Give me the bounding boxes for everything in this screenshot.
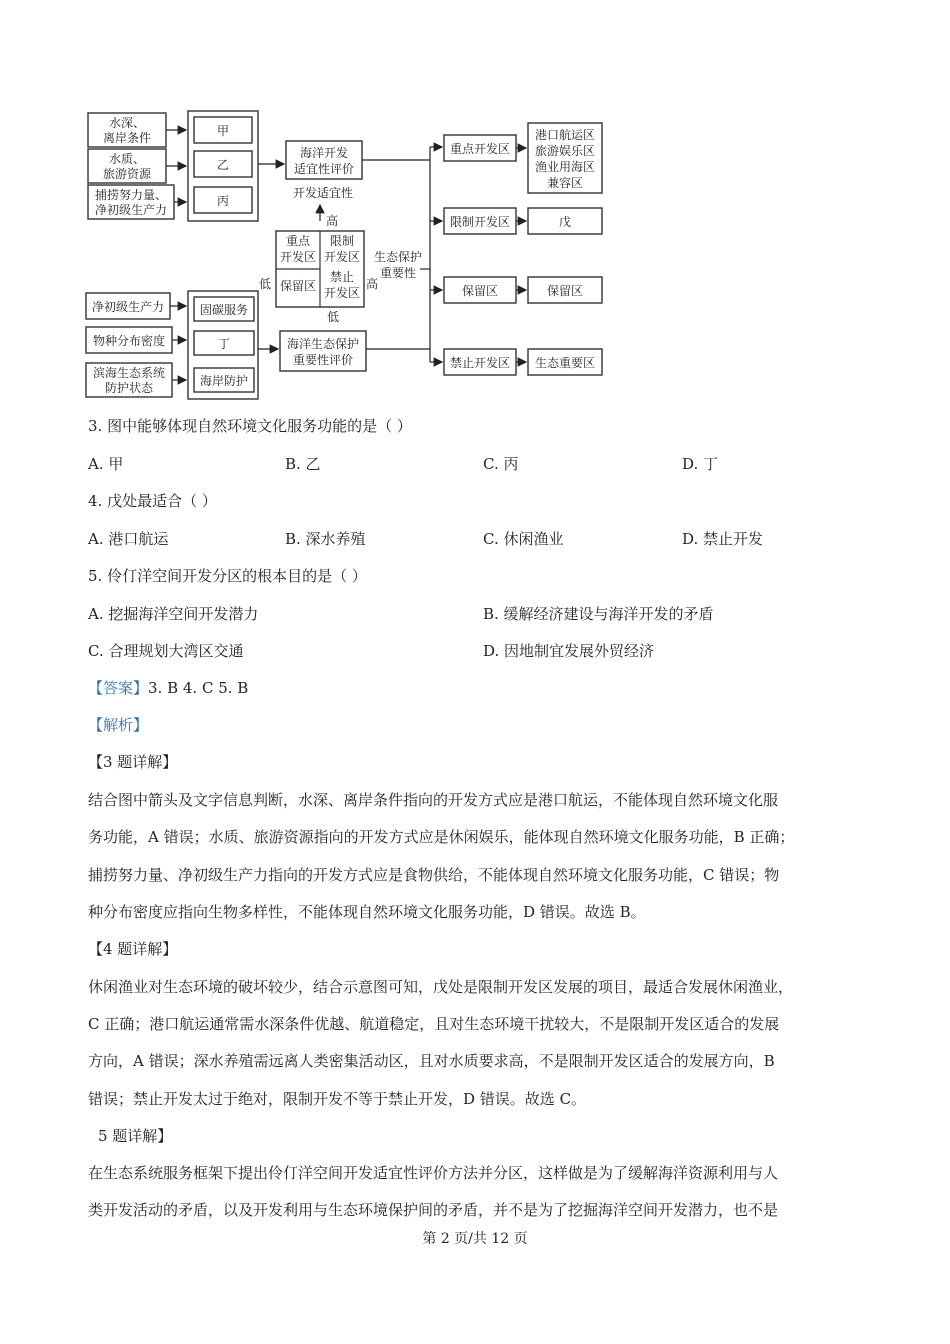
q3-detail-line1: 结合图中箭头及文字信息判断，水深、离岸条件指向的开发方式应是港口航运，不能体现自然环境文化服 [88, 791, 779, 809]
axis-dev-suitability: 开发适宜性 [292, 186, 354, 200]
q4-detail-line4: 错误；禁止开发太过于绝对，限制开发不等于禁止开发，D 错误。故选 C。 [88, 1090, 587, 1108]
label-high-right: 高 [365, 277, 379, 291]
q3-detail-line4: 种分布密度应指向生物多样性，不能体现自然环境文化服务功能，D 错误。故选 B。 [88, 903, 646, 921]
zone-limit-dev-label: 限制开发区 [449, 215, 511, 229]
result-port: 港口航运区 [534, 128, 596, 142]
zone-key-dev-label: 重点开发区 [449, 142, 511, 156]
zone-reserve-label: 保留区 [461, 284, 499, 298]
matrix-limit-line2: 开发区 [323, 250, 361, 264]
eco-axis-line2: 重要性 [379, 266, 417, 280]
matrix-key-line2: 开发区 [279, 250, 317, 264]
result-wu: 戊 [558, 215, 572, 229]
label-high-top: 高 [325, 214, 339, 228]
q3-detail-title: 【3 题详解】 [88, 753, 178, 771]
q3-detail-line2: 务功能，A 错误；水质、旅游资源指向的开发方式应是休闲娱乐，能体现自然环境文化服务功能，B 正确； [88, 828, 795, 846]
q4-option-a: A. 港口航运 [88, 530, 169, 548]
label-coast-protect: 海岸防护 [199, 374, 249, 388]
matrix-reserve: 保留区 [279, 279, 317, 293]
q5-option-b: B. 缓解经济建设与海洋开发的矛盾 [483, 605, 714, 623]
label-yi: 乙 [216, 158, 230, 172]
q5-option-d: D. 因地制宜发展外贸经济 [483, 642, 655, 660]
q5-option-c: C. 合理规划大湾区交通 [88, 642, 244, 660]
q5-stem: 5. 伶仃洋空间开发分区的根本目的是（ ） [88, 567, 367, 585]
answer-text: 3. B 4. C 5. B [148, 679, 249, 697]
analysis-label: 【解析】 [88, 716, 149, 734]
q4-option-d: D. 禁止开发 [682, 530, 764, 548]
eco-eval-line2: 重要性评价 [292, 353, 354, 367]
q3-option-a: A. 甲 [88, 455, 124, 473]
matrix-ban-line2: 开发区 [323, 286, 361, 300]
q5-option-a: A. 挖掘海洋空间开发潜力 [88, 605, 259, 623]
answer-label: 【答案】 [88, 679, 149, 697]
q4-detail-title: 【4 题详解】 [88, 940, 178, 958]
flow-diagram [80, 105, 620, 405]
answer-line [88, 678, 248, 698]
input-water-line1: 水质、 [108, 152, 146, 166]
input-fishing-line1: 捕捞努力量、 [94, 188, 168, 202]
q3-detail-line3: 捕捞努力量、净初级生产力指向的开发方式应是食物供给，不能体现自然环境文化服务功能，C 错误；物 [88, 866, 780, 884]
q3-option-d: D. 丁 [682, 455, 719, 473]
q5-detail-title: 5 题详解】 [98, 1127, 173, 1145]
label-ding: 丁 [217, 337, 231, 351]
zone-ban-dev-label: 禁止开发区 [449, 356, 511, 370]
q3-option-c: C. 丙 [483, 455, 519, 473]
input-coastal-line2: 防护状态 [104, 381, 154, 395]
dev-eval-line2: 适宜性评价 [293, 162, 355, 176]
result-tourism: 旅游娱乐区 [534, 144, 596, 158]
label-low-bottom: 低 [326, 310, 340, 324]
q4-detail-line2: C 正确；港口航运通常需水深条件优越、航道稳定，且对生态环境干扰较大，不是限制开发区适合的发展 [88, 1015, 780, 1033]
label-low-left: 低 [258, 277, 272, 291]
input-fishing-line2: 净初级生产力 [94, 203, 168, 217]
input-water-line2: 旅游资源 [102, 167, 152, 181]
input-npp: 净初级生产力 [91, 300, 165, 314]
page-footer: 第 2 页/共 12 页 [422, 1231, 528, 1247]
eco-eval-line1: 海洋生态保护 [286, 337, 360, 351]
label-bing: 丙 [216, 194, 230, 208]
input-depth-line2: 离岸条件 [102, 131, 152, 145]
eco-axis-line1: 生态保护 [373, 250, 423, 264]
q5-detail-line2: 类开发活动的矛盾，以及开发利用与生态环境保护间的矛盾，并不是为了挖掘海洋空间开发潜力，也不是 [88, 1201, 779, 1219]
matrix-limit-line1: 限制 [329, 234, 355, 248]
input-coastal-line1: 滨海生态系统 [92, 366, 166, 380]
q4-detail-line1: 休闲渔业对生态环境的破坏较少，结合示意图可知，戊处是限制开发区发展的项目，最适合发展休闲渔业， [88, 978, 794, 996]
result-fishery: 渔业用海区 [534, 160, 596, 174]
result-eco: 生态重要区 [534, 356, 596, 370]
label-carbon: 固碳服务 [199, 303, 249, 317]
result-reserve: 保留区 [546, 284, 584, 298]
matrix-ban-line1: 禁止 [329, 270, 355, 284]
matrix-key-line1: 重点 [285, 234, 311, 248]
input-species: 物种分布密度 [92, 334, 166, 348]
q3-stem: 3. 图中能够体现自然环境文化服务功能的是（ ） [88, 417, 412, 435]
input-depth-line1: 水深、 [108, 116, 146, 130]
q4-detail-line3: 方向，A 错误；深水养殖需远离人类密集活动区，且对水质要求高，不是限制开发区适合的发展方向，B [88, 1052, 775, 1070]
result-compatible: 兼容区 [546, 176, 584, 190]
label-jia: 甲 [216, 124, 230, 138]
q3-option-b: B. 乙 [285, 455, 321, 473]
q4-option-c: C. 休闲渔业 [483, 530, 564, 548]
q5-detail-line1: 在生态系统服务框架下提出伶仃洋空间开发适宜性评价方法并分区，这样做是为了缓解海洋资源利用与人 [88, 1164, 779, 1182]
dev-eval-line1: 海洋开发 [299, 146, 349, 160]
q4-option-b: B. 深水养殖 [285, 530, 366, 548]
q4-stem: 4. 戊处最适合（ ） [88, 492, 217, 510]
